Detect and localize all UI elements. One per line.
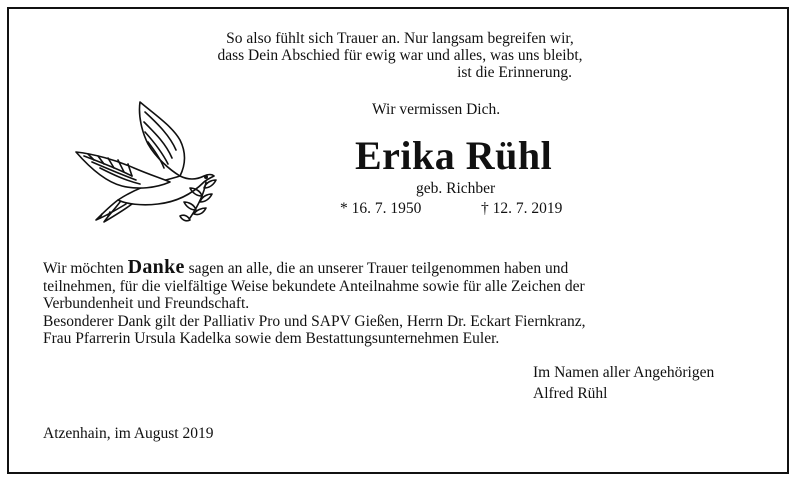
place-date: Atzenhain, im August 2019: [43, 425, 214, 442]
thanks-rest: sagen an alle, die an unserer Trauer teilgenommen haben und: [184, 260, 569, 277]
poem-line-2: dass Dein Abschied für ewig war und alles, was uns bleibt,: [217, 47, 583, 64]
thanks-line-1: [43, 256, 733, 278]
thanks-intro: Wir möchten: [43, 260, 128, 277]
thanks-text: [43, 256, 733, 348]
date-of-death: † 12. 7. 2019: [481, 200, 563, 217]
miss-text: Wir vermissen Dich.: [372, 101, 501, 118]
thanks-line-4: Besonderer Dank gilt der Palliativ Pro und SAPV Gießen, Herrn Dr. Eckart Fiernkranz,: [43, 312, 586, 330]
thanks-line-2: teilnehmen, für die vielfältige Weise bekundete Anteilnahme sowie für alle Zeichen der: [43, 277, 585, 295]
thanks-line-3: Verbundenheit und Freundschaft.: [43, 295, 250, 312]
deceased-name: Erika Rühl: [355, 133, 553, 178]
date-of-birth: * 16. 7. 1950: [340, 200, 422, 217]
birth-name: geb. Richber: [416, 180, 496, 197]
poem: [150, 30, 650, 81]
signature-line-2: Alfred Rühl: [533, 385, 608, 402]
signature-line-1: Im Namen aller Angehörigen: [533, 364, 715, 381]
thanks-emphasis: Danke: [127, 256, 185, 278]
thanks-line-5: Frau Pfarrerin Ursula Kadelka sowie dem Bestattungsunternehmen Euler.: [43, 330, 500, 347]
poem-line-3: ist die Erinnerung.: [457, 64, 572, 81]
dove-icon: [72, 96, 222, 226]
poem-line-1: So also fühlt sich Trauer an. Nur langsam begreifen wir,: [226, 30, 574, 47]
